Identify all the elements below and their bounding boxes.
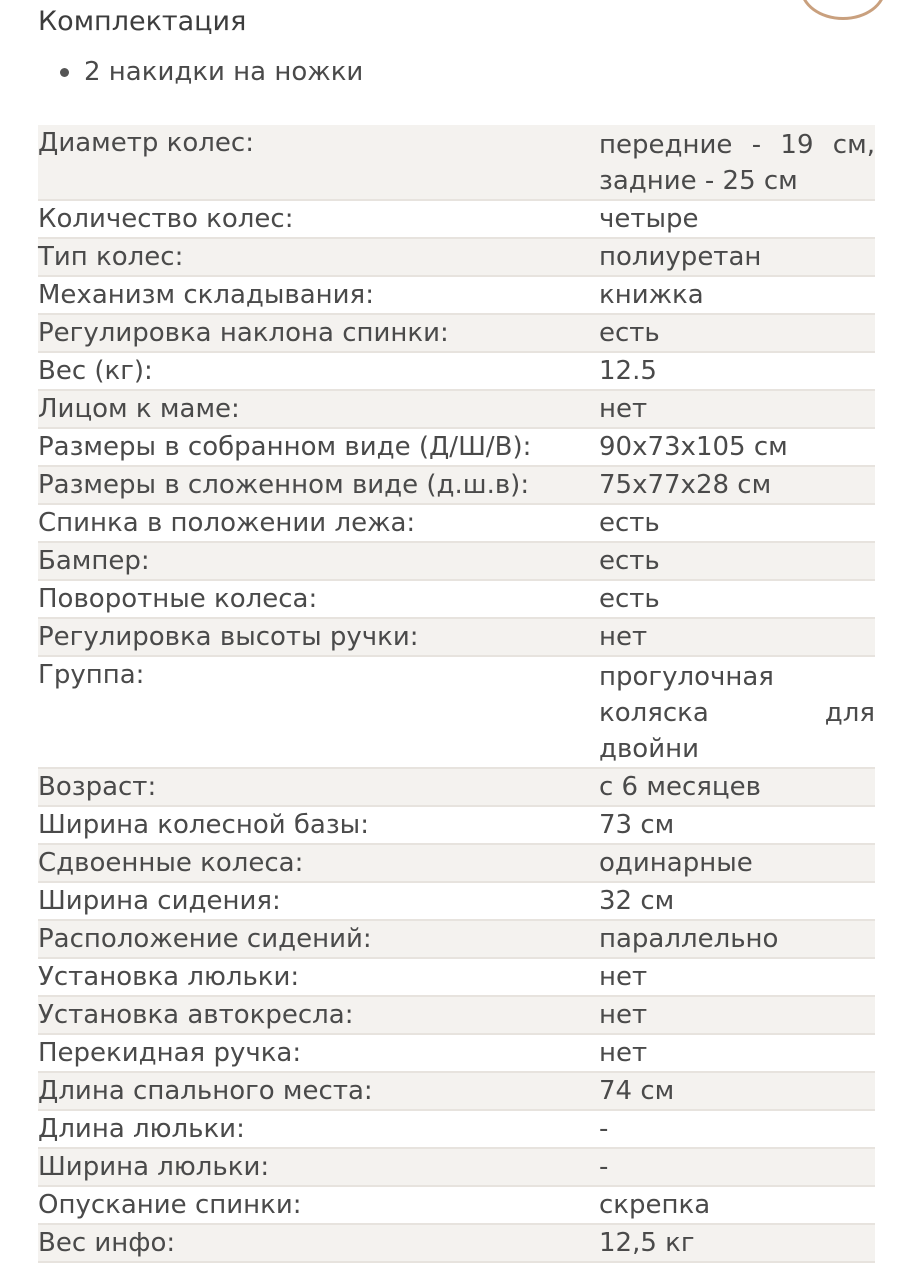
package-contents-list [38, 52, 363, 92]
spec-value: есть [599, 542, 875, 580]
specifications-body [38, 125, 875, 1262]
table-row [38, 1148, 875, 1186]
spec-label: Расположение сидений: [38, 920, 599, 958]
table-row [38, 1186, 875, 1224]
spec-label: Установка люльки: [38, 958, 599, 996]
section-title: Комплектация [38, 6, 247, 37]
spec-label: Возраст: [38, 768, 599, 806]
spec-value: - [599, 1148, 875, 1186]
spec-value: книжка [599, 276, 875, 314]
spec-label: Ширина сидения: [38, 882, 599, 920]
spec-value: нет [599, 958, 875, 996]
spec-value: с 6 месяцев [599, 768, 875, 806]
spec-label: Сдвоенные колеса: [38, 844, 599, 882]
table-row [38, 352, 875, 390]
table-row [38, 618, 875, 656]
spec-label: Размеры в сложенном виде (д.ш.в): [38, 466, 599, 504]
table-row [38, 844, 875, 882]
spec-label: Лицом к маме: [38, 390, 599, 428]
spec-value: полиуретан [599, 238, 875, 276]
spec-value: нет [599, 996, 875, 1034]
spec-label: Тип колес: [38, 238, 599, 276]
spec-label: Вес (кг): [38, 352, 599, 390]
spec-label: Перекидная ручка: [38, 1034, 599, 1072]
spec-value: есть [599, 580, 875, 618]
spec-value: 32 см [599, 882, 875, 920]
spec-value: нет [599, 390, 875, 428]
brand-logo-fragment [800, 0, 886, 20]
table-row [38, 238, 875, 276]
table-row [38, 1110, 875, 1148]
spec-value: есть [599, 504, 875, 542]
spec-label: Длина спального места: [38, 1072, 599, 1110]
spec-label: Установка автокресла: [38, 996, 599, 1034]
spec-value: четыре [599, 200, 875, 238]
table-row [38, 200, 875, 238]
spec-value: параллельно [599, 920, 875, 958]
spec-label: Ширина люльки: [38, 1148, 599, 1186]
spec-value: - [599, 1110, 875, 1148]
spec-value: одинарные [599, 844, 875, 882]
table-row [38, 428, 875, 466]
spec-label: Механизм складывания: [38, 276, 599, 314]
table-row [38, 125, 875, 200]
spec-value: 75x77x28 см [599, 466, 875, 504]
list-item: 2 накидки на ножки [38, 52, 363, 92]
table-row [38, 656, 875, 768]
spec-label: Бампер: [38, 542, 599, 580]
spec-label: Количество колес: [38, 200, 599, 238]
table-row [38, 920, 875, 958]
table-row [38, 390, 875, 428]
spec-label: Размеры в собранном виде (Д/Ш/В): [38, 428, 599, 466]
table-row [38, 806, 875, 844]
table-row [38, 1072, 875, 1110]
spec-value: нет [599, 618, 875, 656]
spec-label: Вес инфо: [38, 1224, 599, 1262]
table-row [38, 466, 875, 504]
spec-label: Длина люльки: [38, 1110, 599, 1148]
spec-label: Диаметр колес: [38, 125, 599, 200]
spec-value: есть [599, 314, 875, 352]
spec-value: 73 см [599, 806, 875, 844]
spec-label: Опускание спинки: [38, 1186, 599, 1224]
spec-value: нет [599, 1034, 875, 1072]
spec-label: Регулировка наклона спинки: [38, 314, 599, 352]
spec-value: 74 см [599, 1072, 875, 1110]
table-row [38, 1224, 875, 1262]
table-row [38, 314, 875, 352]
table-row [38, 768, 875, 806]
spec-value: прогулочная коляска для двойни [599, 656, 875, 768]
table-row [38, 542, 875, 580]
table-row [38, 276, 875, 314]
spec-value: 90x73x105 см [599, 428, 875, 466]
spec-value: 12,5 кг [599, 1224, 875, 1262]
specifications-table [38, 125, 875, 1263]
table-row [38, 958, 875, 996]
spec-label: Поворотные колеса: [38, 580, 599, 618]
spec-label: Ширина колесной базы: [38, 806, 599, 844]
table-row [38, 1034, 875, 1072]
table-row [38, 882, 875, 920]
spec-label: Группа: [38, 656, 599, 768]
table-row [38, 504, 875, 542]
spec-value: 12.5 [599, 352, 875, 390]
spec-value: передние - 19 см, задние - 25 см [599, 125, 875, 200]
spec-label: Спинка в положении лежа: [38, 504, 599, 542]
spec-label: Регулировка высоты ручки: [38, 618, 599, 656]
table-row [38, 996, 875, 1034]
spec-value: скрепка [599, 1186, 875, 1224]
table-row [38, 580, 875, 618]
